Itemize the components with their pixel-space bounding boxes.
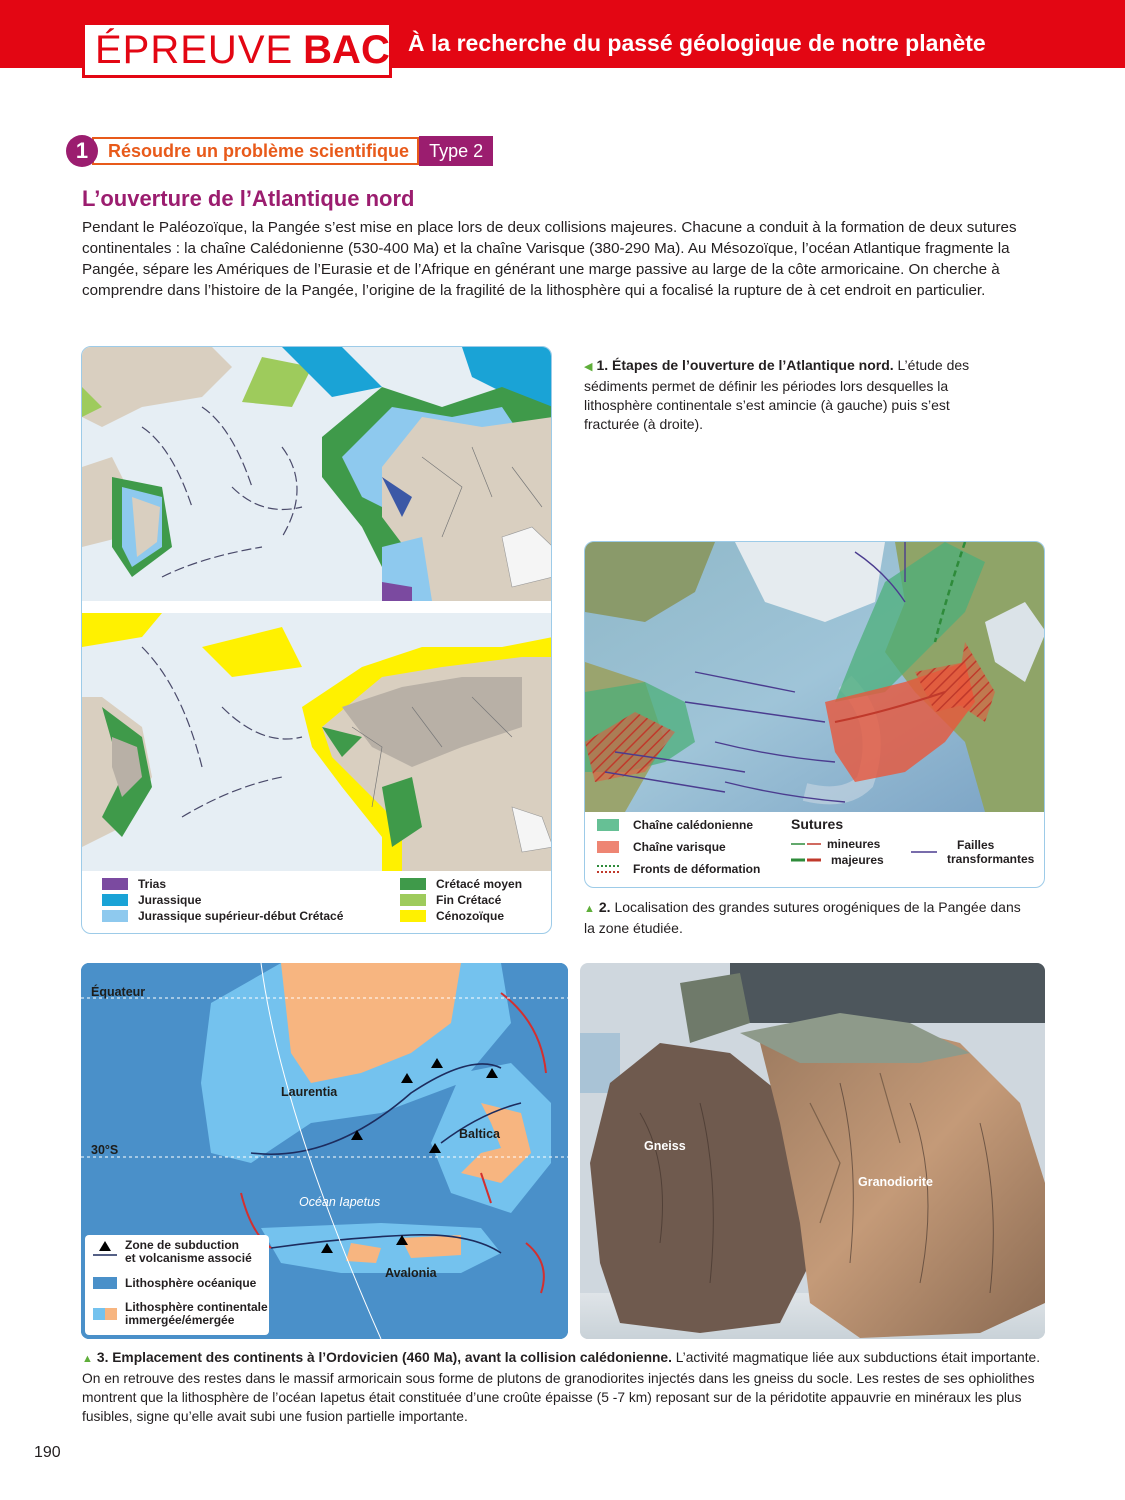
legend-jurassique-sup-label: Jurassique supérieur-début Crétacé — [138, 909, 344, 923]
lat30-label: 30°S — [91, 1143, 119, 1157]
legend-faults-line2: transformantes — [947, 852, 1035, 866]
legend-continental-line1: Lithosphère continentale — [125, 1300, 268, 1314]
transform-fault-icon — [911, 848, 937, 856]
swatch-cretace-moyen — [400, 878, 426, 890]
legend-major-label: majeures — [831, 853, 884, 867]
granodiorite-label: Granodiorite — [858, 1175, 934, 1189]
caption-arrow-icon: ▲ — [82, 1353, 93, 1365]
legend-fin-cretace — [400, 893, 501, 907]
legend-minor-label: mineures — [827, 837, 881, 851]
badge-word-epreuve: ÉPREUVE — [95, 27, 294, 72]
baltica-label: Baltica — [459, 1127, 500, 1141]
swatch-oceanic — [93, 1277, 117, 1289]
swatch-trias — [102, 878, 128, 890]
legend-subduction-line1: Zone de subduction — [125, 1238, 239, 1252]
fronts-icon — [597, 863, 619, 875]
intro-paragraph: Pendant le Paléozoïque, la Pangée s’est mise en place lors de deux collisions majeures. Chacune a conduit à la formation de deux sutures continentales : la chaîne Calédonienne (530-400 Ma) et la chaîne Varisque (380-290 Ma). Au Mésozoïque, l’océan Atlantique fragmente la Pangée, sépare les Amériques de l’Eurasie et de l’Afrique en générant une marge passive au large de la côte armoricaine. On cherche à comprendre dans l’histoire de la Pangée, l’origine de la fragilité de la lithosphère qui a focalisé la rupture de à cet endroit en particulier. — [82, 219, 1017, 299]
legend-trias — [102, 877, 166, 891]
doc1-caption — [584, 356, 1004, 434]
doc2-map-panel — [584, 541, 1045, 888]
legend-variscan-label: Chaîne varisque — [633, 840, 726, 854]
legend-subduction-line2: et volcanisme associé — [125, 1251, 252, 1265]
legend-jurassique-sup — [102, 909, 343, 923]
subduction-icon — [93, 1239, 117, 1259]
legend-cretace-moyen-label: Crétacé moyen — [436, 877, 523, 891]
badge-word-bac: BAC — [303, 27, 390, 72]
legend-fronts-label: Fronts de déformation — [633, 862, 761, 876]
legend-variscan — [597, 840, 726, 854]
legend-oceanic — [93, 1276, 256, 1290]
doc3-rock-photo — [580, 963, 1045, 1339]
page-number: 190 — [34, 1444, 61, 1461]
legend-faults-line1: Failles — [957, 838, 995, 852]
caption-arrow-icon: ◀ — [584, 361, 593, 373]
legend-faults — [911, 838, 1034, 866]
swatch-cenozoique — [400, 910, 426, 922]
doc3-caption-title: 3. Emplacement des continents à l’Ordovicien (460 Ma), avant la collision calédonienne. — [96, 1350, 672, 1365]
doc2-caption-text: Localisation des grandes sutures orogéniques de la Pangée dans la zone étudiée. — [584, 899, 1021, 936]
legend-fronts — [597, 862, 760, 876]
legend-jurassique-label: Jurassique — [138, 893, 202, 907]
gneiss-label: Gneiss — [644, 1139, 686, 1153]
iapetus-label: Océan Iapetus — [299, 1195, 381, 1209]
legend-cenozoique-label: Cénozoïque — [436, 909, 504, 923]
doc2-relief-map — [585, 542, 1045, 812]
doc3-caption — [82, 1348, 1044, 1426]
doc2-caption — [584, 898, 1024, 938]
legend-subduction — [93, 1239, 252, 1265]
doc1-map-panel — [81, 346, 552, 934]
legend-cretace-moyen — [400, 877, 522, 891]
swatch-caledonian — [597, 819, 619, 831]
swatch-jurassique — [102, 894, 128, 906]
equator-label: Équateur — [91, 985, 146, 999]
epreuve-bac-badge — [82, 22, 392, 78]
legend-jurassique — [102, 893, 201, 907]
doc2-caption-title: 2. — [598, 899, 611, 915]
doc1-maps-illustration — [82, 347, 552, 871]
section-label: Résoudre un problème scientifique — [92, 137, 419, 165]
legend-continental-line2: immergée/émergée — [125, 1313, 235, 1327]
header-title: À la recherche du passé géologique de notre planète — [408, 30, 986, 56]
legend-cenozoique — [400, 909, 504, 923]
caption-arrow-icon: ▲ — [584, 903, 595, 915]
legend-caledonian — [597, 818, 753, 832]
doc1-caption-text: L’étude des sédiments permet de définir les périodes lors desquelles la lithosphère continentale s’est amincie (à gauche) puis s’est fracturée (à droite). — [584, 357, 970, 432]
doc3-legend — [85, 1235, 269, 1335]
legend-caledonian-label: Chaîne calédonienne — [633, 818, 754, 832]
major-suture-icon — [791, 856, 821, 864]
swatch-continental — [93, 1308, 117, 1320]
doc1-caption-title: 1. Étapes de l’ouverture de l’Atlantique nord. — [596, 357, 894, 373]
doc3-caption-text: L’activité magmatique liée aux subductions était importante. On en retrouve des restes dans le massif armoricain sous forme de plutons de granodiorites injectés dans les gneiss du socle. Les restes de ses ophiolithes montrent que la lithosphère de l’océan Iapetus était constituée d’une croûte épaisse (5 -7 km) reposant sur de la péridotite appauvrie en minéraux les plus fusibles, signe qu’elle avait subi une fusion partielle importante. — [82, 1350, 1041, 1424]
legend-oceanic-label: Lithosphère océanique — [125, 1276, 257, 1290]
legend-fin-cretace-label: Fin Crétacé — [436, 893, 502, 907]
avalonia-label: Avalonia — [385, 1266, 437, 1280]
doc3-map-panel — [81, 963, 568, 1339]
legend-sutures-title — [791, 816, 843, 832]
swatch-fin-cretace — [400, 894, 426, 906]
laurentia-label: Laurentia — [281, 1085, 338, 1099]
legend-sutures-title-label: Sutures — [791, 816, 844, 832]
section-badge — [66, 136, 493, 166]
swatch-jurassique-sup — [102, 910, 128, 922]
section-type: Type 2 — [419, 136, 493, 166]
section-number: 1 — [66, 135, 98, 167]
legend-continental — [93, 1301, 268, 1327]
legend-minor — [791, 837, 880, 851]
minor-suture-icon — [791, 840, 821, 848]
article-title: L’ouverture de l’Atlantique nord — [82, 186, 415, 211]
legend-major — [791, 853, 884, 867]
swatch-variscan — [597, 841, 619, 853]
legend-trias-label: Trias — [138, 877, 167, 891]
